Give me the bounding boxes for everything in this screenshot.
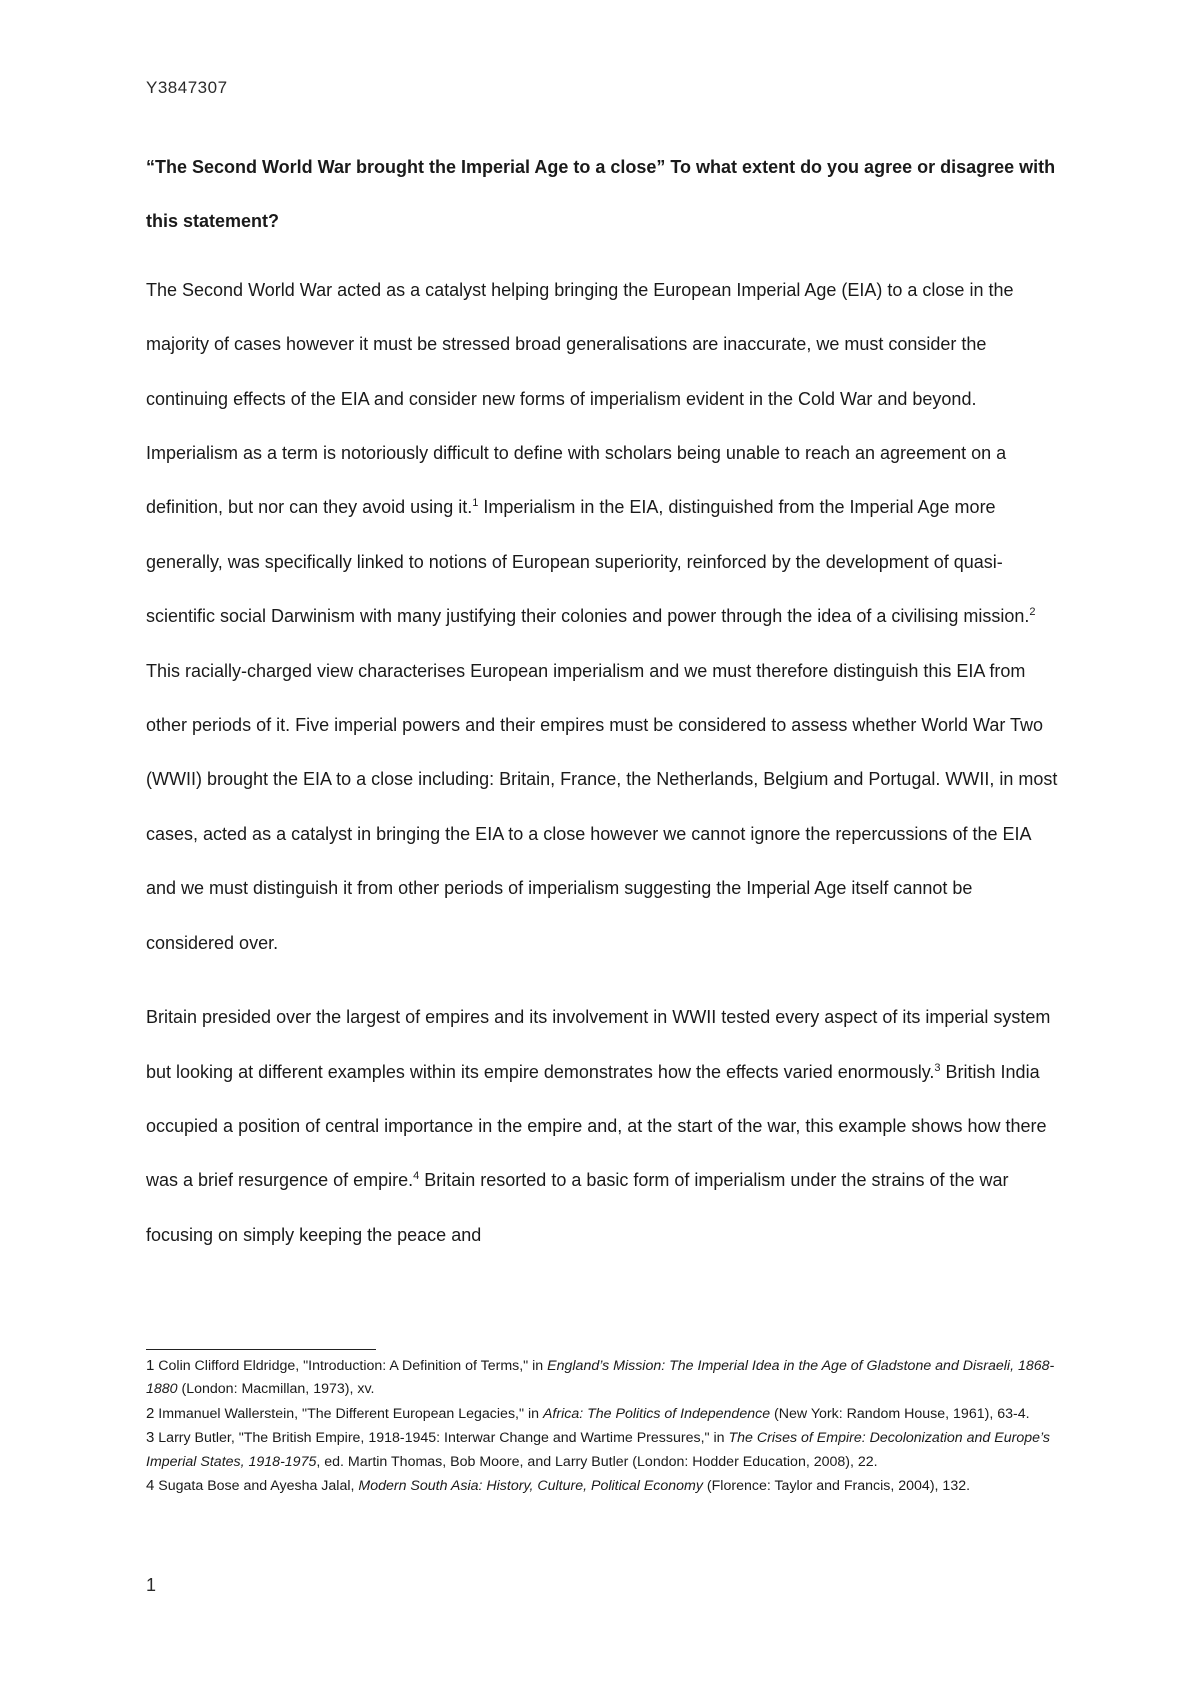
footnote-ref-2[interactable]: 2 <box>1029 606 1036 619</box>
paragraph-2-sentence-3: Britain resorted to a basic form of imperialism under the strains of the war focusing on simply keeping the peace and <box>146 1170 1009 1245</box>
footnote-title: The Crises of Empire: Decolonization and Europe’s Imperial States, 1918-1975 <box>146 1430 1050 1470</box>
paragraph-2-sentence-1: Britain presided over the largest of empires and its involvement in WWII tested every aspect of its imperial system but looking at different examples within its empire demonstrates how the effects varied enormously. <box>146 1007 1051 1082</box>
footnote-number: 3 <box>146 1429 155 1447</box>
footnote-number: 4 <box>146 1477 155 1495</box>
footnote-text: Immanuel Wallerstein, "The Different European Legacies," in <box>154 1405 543 1422</box>
footnote-ref-4[interactable]: 4 <box>413 1170 420 1183</box>
footnote-text: , ed. Martin Thomas, Bob Moore, and Larry Butler (London: Hodder Education, 2008), 22. <box>316 1453 878 1470</box>
paragraph-1-sentence-2: Imperialism in the EIA, distinguished from the Imperial Age more generally, was specifically linked to notions of European superiority, reinforced by the development of quasi-scientific social Darwinism with many justifying their colonies and power through the idea of a civilising mission. <box>146 497 1030 627</box>
footnote-number: 2 <box>146 1404 155 1422</box>
essay-title: “The Second World War brought the Imperial Age to a close” To what extent do you agree or disagree with this statement? <box>146 157 1056 232</box>
paragraph-2-sentence-2: British India occupied a position of central importance in the empire and, at the start of the war, this example shows how there was a brief resurgence of empire. <box>146 1061 1047 1191</box>
paragraph-2 <box>146 990 1062 1262</box>
page-number: 1 <box>146 1575 157 1595</box>
footnote-ref-3[interactable]: 3 <box>934 1061 941 1074</box>
footnote-text: Larry Butler, "The British Empire, 1918-1945: Interwar Change and Wartime Pressures," in <box>154 1430 729 1447</box>
footnote-title: Africa: The Politics of Independence <box>542 1405 771 1422</box>
paragraph-1-sentence-3: This racially-charged view characterises European imperialism and we must therefore distinguish this EIA from other periods of it. Five imperial powers and their empires must be considered to assess whether World War Two (WWII) brought the EIA to a close including: Britain, France, the Netherlands, Belgium and Portugal. WWII, in most cases, acted as a catalyst in bringing the EIA to a close however we cannot ignore the repercussions of the EIA and we must distinguish it from other periods of imperialism suggesting the Imperial Age itself cannot be considered over. <box>146 660 1058 953</box>
footnote-3 <box>146 1426 1062 1474</box>
footnotes-section <box>146 1354 1062 1498</box>
footnote-number: 1 <box>146 1357 155 1374</box>
paragraph-1 <box>146 263 1062 970</box>
footnote-2 <box>146 1402 1062 1426</box>
footnote-title: England’s Mission: The Imperial Idea in the Age of Gladstone and Disraeli, 1868-1880 <box>146 1358 1055 1398</box>
footnote-text: (London: Macmillan, 1973), xv. <box>177 1381 375 1398</box>
footnote-text: Sugata Bose and Ayesha Jalal, <box>154 1478 359 1495</box>
paragraph-1-sentence-1: The Second World War acted as a catalyst helping bringing the European Imperial Age (EIA) to a close in the majority of cases however it must be stressed broad generalisations are inaccurate, we must consider the continuing effects of the EIA and consider new forms of imperialism evident in the Cold War and beyond. Imperialism as a term is notoriously difficult to define with scholars being unable to reach an agreement on a definition, but nor can they avoid using it. <box>146 279 1014 518</box>
footnote-text: (Florence: Taylor and Francis, 2004), 132. <box>702 1478 971 1495</box>
footnote-text: (New York: Random House, 1961), 63-4. <box>770 1405 1030 1422</box>
student-id-header: Y3847307 <box>146 78 228 97</box>
footnote-4 <box>146 1474 1062 1498</box>
footnote-1 <box>146 1354 1062 1402</box>
footnote-ref-1[interactable]: 1 <box>472 497 479 510</box>
footnote-separator <box>146 1349 376 1350</box>
essay-body <box>146 140 1062 1262</box>
footnote-text: Colin Clifford Eldridge, "Introduction: A Definition of Terms," in <box>154 1358 548 1374</box>
footnote-title: Modern South Asia: History, Culture, Political Economy <box>358 1478 703 1495</box>
